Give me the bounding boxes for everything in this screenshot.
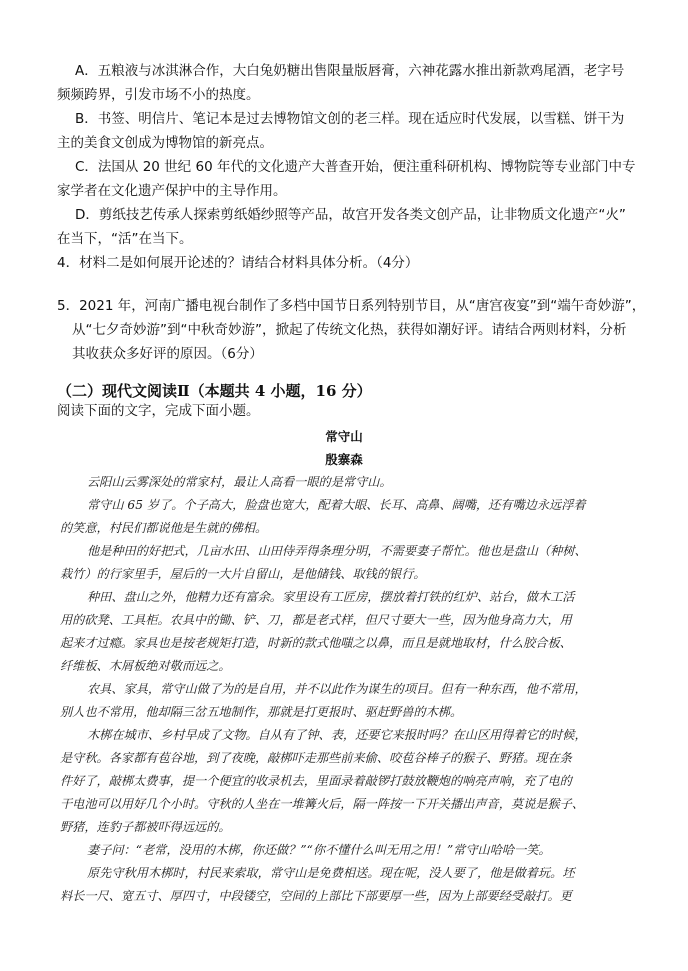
story-line: 用的砍凳、工具柜。农具中的锄、铲、刀，都是老式样，但尺寸要大一些，因为他身高力大，用	[60, 613, 572, 627]
story-line: 栽竹）的行家里手，屋后的一大片自留山，是他储钱、取钱的银行。	[60, 567, 426, 581]
question-5-line-3: 其收获众多好评的原因。（6分）	[72, 346, 263, 362]
option-b-line-1: B．书签、明信片、笔记本是过去博物馆文创的老三样。现在适应时代发展，以雪糕、饼干为	[75, 111, 625, 127]
story-line: 他是种田的好把式，几亩水田、山田侍弄得条理分明，不需要妻子帮忙。他也是盘山（种树、	[87, 544, 587, 558]
section-instruction: 阅读下面的文字，完成下面小题。	[57, 403, 260, 419]
story-line: 的笑意，村民们都说他是生就的佛相。	[60, 521, 268, 535]
story-line: 野猪，连豹子都被吓得远远的。	[60, 820, 231, 834]
story-line: 起来才过瘾。家具也是按老规矩打造，时新的款式他嗤之以鼻，而且是就地取材，什么胶合板、	[60, 636, 572, 650]
story-title: 常守山	[325, 429, 363, 444]
story-line: 是守秋。各家都有苞谷地，到了夜晚，敲梆吓走那些前来偷、咬苞谷棒子的猴子、野猪。现在条	[60, 751, 572, 765]
option-a-line-1: A．五粮液与冰淇淋合作，大白兔奶糖出售限量版唇膏，六神花露水推出新款鸡尾酒，老字号	[75, 63, 625, 79]
story-line: 干电池可以用好几个小时。守秋的人坐在一堆篝火后，隔一阵按一下开关播出声音，莫说是猴子、	[60, 797, 585, 811]
story-line: 种田、盘山之外，他精力还有富余。家里设有工匠房，摆放着打铁的红炉、站台，做木工活	[87, 590, 575, 604]
story-line: 农具、家具，常守山做了为的是自用，并不以此作为谋生的项目。但有一种东西，他不常用，	[87, 682, 587, 696]
story-line: 常守山 65 岁了。个子高大，脸盘也宽大，配着大眼、长耳、高鼻、阔嘴，还有嘴边永远浮着	[87, 498, 586, 512]
option-a-line-2: 频频跨界，引发市场不小的热度。	[57, 87, 260, 103]
story-line: 妻子问：“老常，没用的木梆，你还做？”“你不懂什么叫无用之用！”常守山哈哈一笑。	[87, 843, 551, 857]
story-line: 件好了，敲梆太费事，提一个便宜的收录机去，里面录着敲锣打鼓放鞭炮的响亮声响，充了电的	[60, 774, 572, 788]
question-5-line-1: 5．2021 年，河南广播电视台制作了多档中国节日系列特别节目，从“唐宫夜宴”到“端午奇妙游”，	[57, 298, 646, 314]
option-c-line-1: C．法国从 20 世纪 60 年代的文化遗产大普查开始，便注重科研机构、博物院等专业部门中专	[75, 159, 636, 175]
story-author: 殷寨森	[325, 452, 363, 467]
question-5-line-2: 从“七夕奇妙游”到“中秋奇妙游”，掀起了传统文化热，获得如潮好评。请结合两则材料，分析	[72, 322, 627, 338]
story-line: 木梆在城市、乡村早成了文物。自从有了钟、表，还要它来报时吗？在山区用得着它的时候，	[87, 728, 587, 742]
story-line: 纤维板、木屑板绝对敬而远之。	[60, 659, 231, 673]
story-line: 料长一尺、宽五寸、厚四寸，中段镂空，空间的上部比下部要厚一些，因为上部要经受敲打。更	[60, 889, 572, 903]
story-line: 原先守秋用木梆时，村民来索取，常守山是免费相送。现在呢，没人要了，他是做着玩。坯	[87, 866, 575, 880]
story-line: 别人也不常用，他却隔三岔五地制作，那就是打更报时、驱赶野兽的木梆。	[60, 705, 463, 719]
question-4: 4．材料二是如何展开论述的？请结合材料具体分析。（4分）	[57, 255, 419, 271]
option-b-line-2: 主的美食文创成为博物馆的新亮点。	[57, 135, 273, 151]
option-d-line-1: D．剪纸技艺传承人探索剪纸婚纱照等产品，故宫开发各类文创产品，让非物质文化遗产“火”	[75, 207, 626, 223]
option-c-line-2: 家学者在文化遗产保护中的主导作用。	[57, 183, 287, 199]
option-d-line-2: 在当下，“活”在当下。	[57, 231, 193, 247]
story-line: 云阳山云雾深处的常家村，最让人高看一眼的是常守山。	[87, 475, 392, 489]
section-heading: （二）现代文阅读Ⅱ（本题共 4 小题，16 分）	[57, 382, 372, 400]
